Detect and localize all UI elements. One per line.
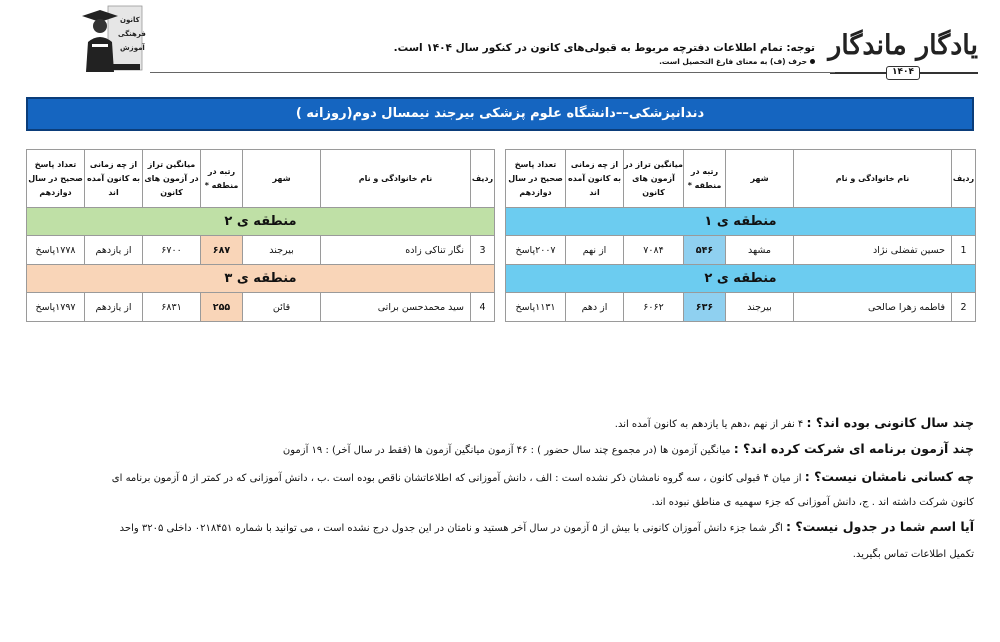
cell-count: ۲۰۰۷پاسخ: [506, 236, 566, 265]
question-1: چند سال کانونی بوده اند؟ :: [806, 415, 974, 430]
cell-row: 2: [952, 293, 976, 322]
col-row: ردیف: [471, 150, 495, 208]
region-label: منطقه ی ۳: [27, 265, 495, 293]
graduate-icon: [78, 2, 150, 74]
col-count: تعداد پاسخ صحیح در سال دوازدهم: [27, 150, 85, 208]
cell-rank: ۲۵۵: [201, 293, 243, 322]
col-avg: میانگین تراز در آزمون های کانون: [143, 150, 201, 208]
qa-3: [26, 468, 974, 488]
cell-since: از یازدهم: [85, 293, 143, 322]
header-divider: [150, 72, 835, 73]
cell-avg: ۶۷۰۰: [143, 236, 201, 265]
cell-city: مشهد: [726, 236, 794, 265]
col-since: از چه زمانی به کانون آمده اند: [566, 150, 624, 208]
cell-rank: ۶۳۶: [684, 293, 726, 322]
question-4: آیا اسم شما در جدول نیست؟ :: [786, 519, 974, 534]
table-row: [506, 293, 976, 322]
question-3: چه کسانی نامشان نیست؟ :: [804, 469, 974, 484]
cell-city: قائن: [243, 293, 321, 322]
qa-4: [26, 518, 974, 538]
results-table-right: [505, 149, 976, 322]
cell-count: ۱۷۷۸پاسخ: [27, 236, 85, 265]
logo-line-3: آموزش: [120, 44, 145, 52]
cell-avg: ۶۰۶۲: [624, 293, 684, 322]
col-row: ردیف: [952, 150, 976, 208]
cell-row: 1: [952, 236, 976, 265]
cell-since: از یازدهم: [85, 236, 143, 265]
yadegar-badge: [830, 30, 978, 80]
answer-1: ۴ نفر از نهم ،دهم یا یازدهم به کانون آمده اند.: [614, 419, 804, 430]
question-2: چند آزمون برنامه ای شرکت کرده اند؟ :: [733, 441, 974, 456]
col-city: شهر: [243, 150, 321, 208]
cell-name: نگار تناکی زاده: [321, 236, 471, 265]
cell-avg: ۶۸۳۱: [143, 293, 201, 322]
cell-city: بیرجند: [243, 236, 321, 265]
cell-name: سید محمدحسن براتی: [321, 293, 471, 322]
cell-name: فاطمه زهرا صالحی: [794, 293, 952, 322]
logo-line-2: فرهنگی: [118, 30, 146, 38]
col-name: نام خانوادگی و نام: [321, 150, 471, 208]
cell-rank: ۶۸۷: [201, 236, 243, 265]
region-row: [27, 208, 495, 236]
col-city: شهر: [726, 150, 794, 208]
results-table-left: [26, 149, 495, 322]
region-label: منطقه ی ۱: [506, 208, 976, 236]
col-avg: میانگین تراز در آزمون های کانون: [624, 150, 684, 208]
region-row: [27, 265, 495, 293]
col-since: از چه زمانی به کانون آمده اند: [85, 150, 143, 208]
qa-4-cont: [26, 546, 974, 564]
table-row: [27, 236, 495, 265]
cell-since: از نهم: [566, 236, 624, 265]
cell-count: ۱۱۳۱پاسخ: [506, 293, 566, 322]
answer-4: اگر شما جزء دانش آموزان کانونی با بیش از ۵ آزمون در سال آخر هستید و نامتان در این جدول درج نشده است ، می توانید با شماره ۰۲۱۸۴۵۱ داخلی ۳۲۰۵ واحد: [119, 523, 783, 534]
cell-count: ۱۷۹۷پاسخ: [27, 293, 85, 322]
badge-title: یادگار ماندگار: [828, 30, 978, 61]
col-name: نام خانوادگی و نام: [794, 150, 952, 208]
cell-city: بیرجند: [726, 293, 794, 322]
region-label: منطقه ی ۲: [506, 265, 976, 293]
table-row: [27, 293, 495, 322]
col-rank: رتبه در منطقه *: [684, 150, 726, 208]
answer-3: از میان ۴ قبولی کانون ، سه گروه نامشان ذکر نشده است : الف ، دانش آموزانی که اطلاعاتشان ناقص بوده است .ب ، دانش آموزانی که در کمتر از ۵ آزمون برنامه ای: [111, 473, 802, 484]
kanoon-logo: [78, 2, 150, 74]
qa-1: [26, 414, 974, 434]
cell-since: از دهم: [566, 293, 624, 322]
qa-3-cont: [26, 494, 974, 512]
col-count: تعداد پاسخ صحیح در سال دوازدهم: [506, 150, 566, 208]
cell-row: 4: [471, 293, 495, 322]
notice-line-1: توجه: تمام اطلاعات دفترچه مربوط به قبولی‌های کانون در کنکور سال ۱۴۰۴ است.: [393, 42, 815, 54]
region-row: [506, 265, 976, 293]
logo-line-1: کانون: [120, 16, 140, 24]
cell-row: 3: [471, 236, 495, 265]
badge-year: ۱۴۰۴: [886, 66, 920, 80]
page-title: دندانپزشکی––دانشگاه علوم پزشکی بیرجند نیمسال دوم(روزانه ): [26, 97, 974, 131]
bullet-icon: [810, 59, 815, 64]
cell-rank: ۵۴۶: [684, 236, 726, 265]
cell-name: حسین تفضلی نژاد: [794, 236, 952, 265]
region-row: [506, 208, 976, 236]
answer-3-cont: کانون شرکت داشته اند . ج، دانش آموزانی که جزء سهمیه ی مناطق نبوده اند.: [651, 497, 974, 508]
col-rank: رتبه در منطقه *: [201, 150, 243, 208]
region-label: منطقه ی ۲: [27, 208, 495, 236]
answer-2: میانگین آزمون ها (در مجموع چند سال حضور ) : ۴۶ آزمون میانگین آزمون ها (فقط در سال آخر) : ۱۹ آزمون: [282, 445, 731, 456]
notice-line-2: حرف (ف) به معنای فارغ التحصیل است.: [659, 57, 815, 66]
answer-4-cont: تکمیل اطلاعات تماس بگیرید.: [852, 549, 974, 560]
qa-2: [26, 440, 974, 460]
table-row: [506, 236, 976, 265]
cell-avg: ۷۰۸۴: [624, 236, 684, 265]
